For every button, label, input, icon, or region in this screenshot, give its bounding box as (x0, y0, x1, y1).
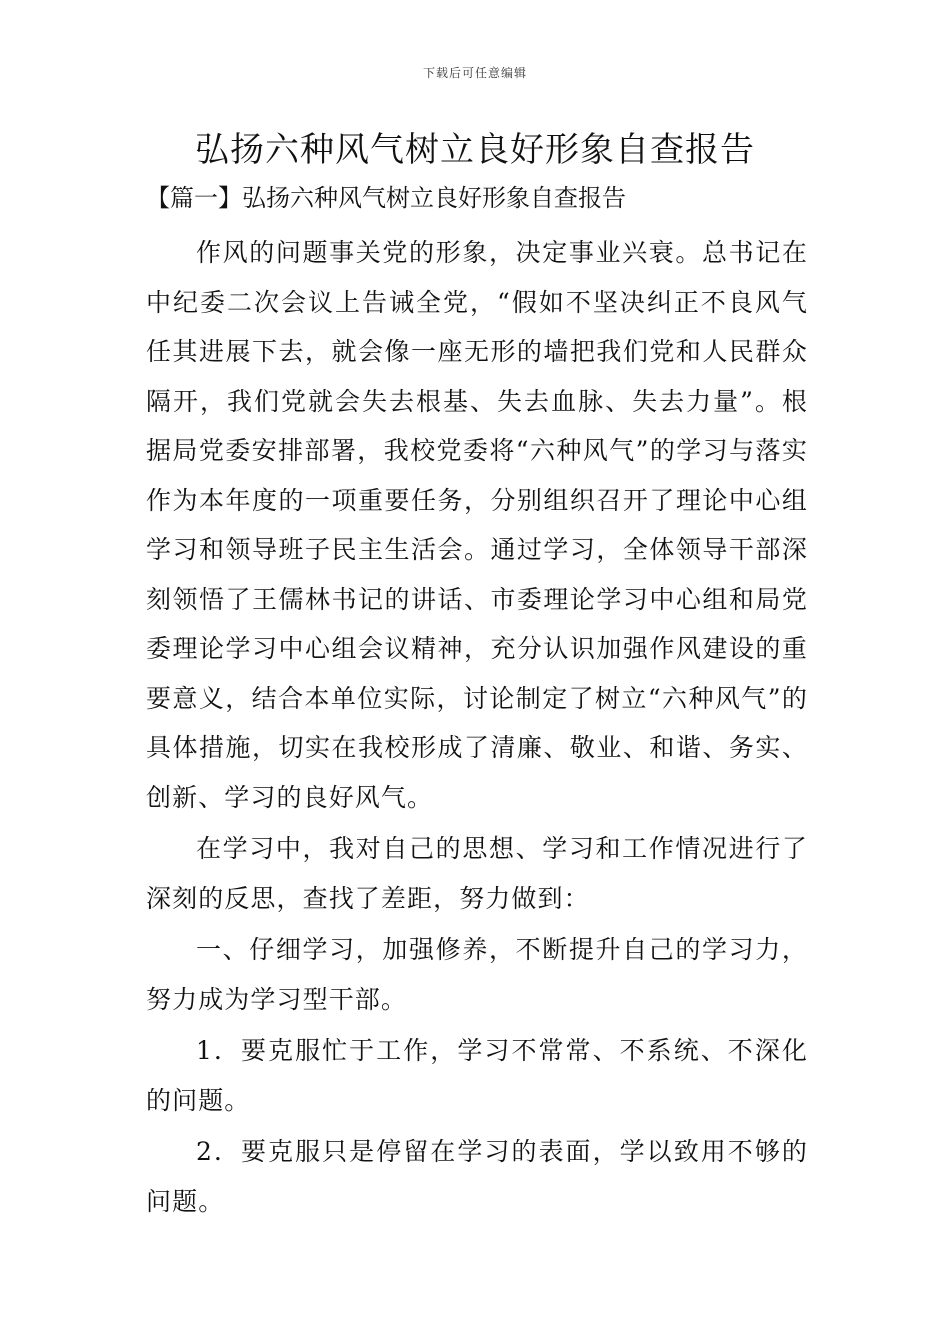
document-title: 弘扬六种风气树立良好形象自查报告 (195, 130, 755, 170)
paragraph: 1．要克服忙于工作，学习不常常、不系统、不深化的问题。 (146, 1036, 808, 1115)
paragraph: 一、仔细学习，加强修养，不断提升自己的学习力，努力成为学习型干部。 (146, 935, 808, 1014)
header-note: 下载后可任意编辑 (422, 66, 527, 80)
section-subtitle: 【篇一】弘扬六种风气树立良好形象自查报告 (146, 184, 626, 212)
paragraph: 2．要克服只是停留在学习的表面，学以致用不够的问题。 (146, 1137, 808, 1216)
document-body (146, 228, 808, 1228)
paragraph: 在学习中，我对自己的思想、学习和工作情况进行了深刻的反思，查找了差距，努力做到： (146, 834, 808, 913)
paragraph: 作风的问题事关党的形象，决定事业兴衰。总书记在中纪委二次会议上告诫全党，“假如不坚决纠正不良风气任其进展下去，就会像一座无形的墙把我们党和人民群众隔开，我们党就会失去根基、失去血脉、失去力量”。根据局党委安排部署，我校党委将“六种风气”的学习与落实作为本年度的一项重要任务，分别组织召开了理论中心组学习和领导班子民主生活会。通过学习，全体领导干部深刻领悟了王儒林书记的讲话、市委理论学习中心组和局党委理论学习中心组会议精神，充分认识加强作风建设的重要意义，结合本单位实际，讨论制定了树立“六种风气”的具体措施，切实在我校形成了清廉、敬业、和谐、务实、创新、学习的良好风气。 (146, 238, 808, 812)
